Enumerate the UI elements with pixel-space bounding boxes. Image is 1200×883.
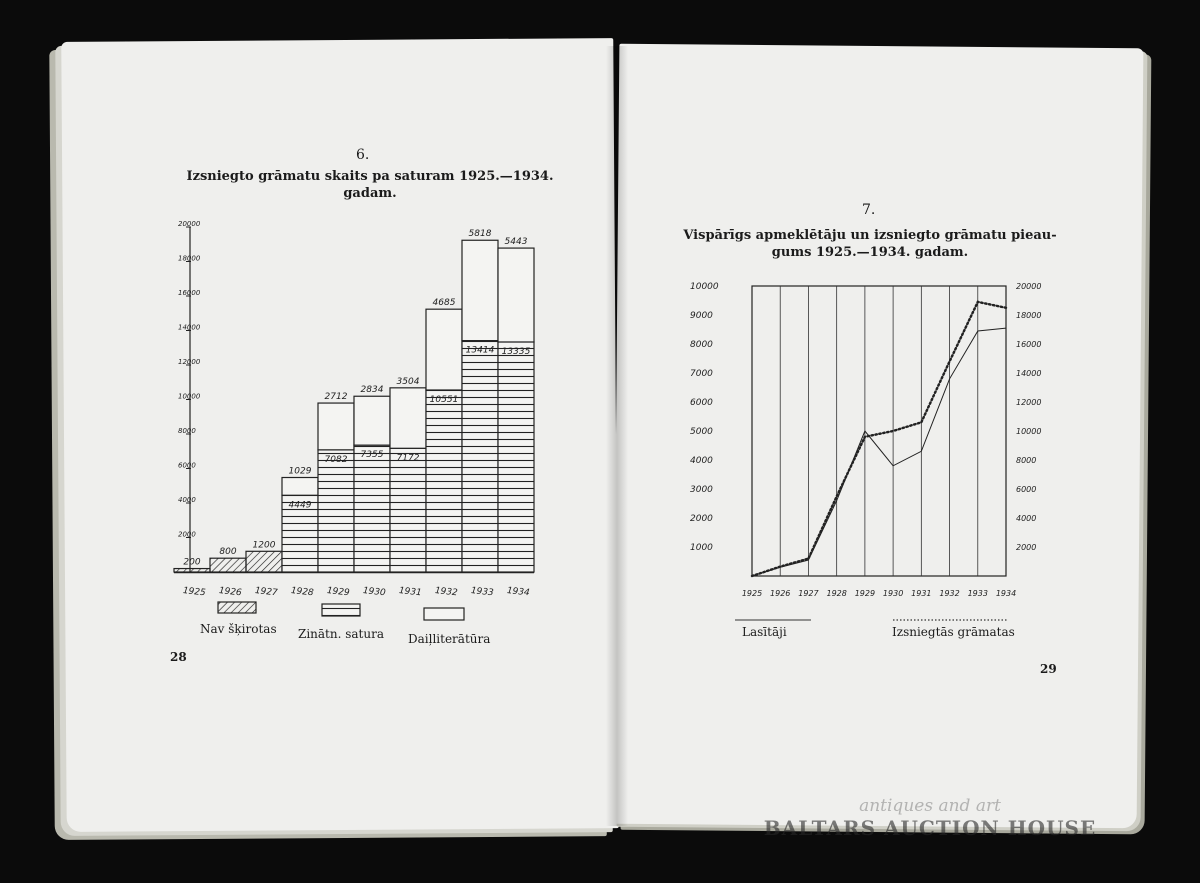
bar-value-label: 5818 [468, 229, 492, 240]
left-title-line2: gadam. [343, 186, 397, 201]
bar-segment [390, 448, 426, 572]
bar-segment [390, 388, 426, 448]
line-right-tick-label: 14000 [1016, 369, 1042, 378]
bar-y-tick-label: 18000 [178, 254, 201, 263]
bar-value-label: 800 [219, 547, 237, 558]
legend-swatch-empty [424, 608, 464, 620]
bar-segment [282, 478, 318, 496]
line-chart [690, 276, 1090, 616]
line-x-tick-label: 1931 [911, 589, 932, 598]
right-title-line1: Vispārīgs apmeklētāju un izsniegto grāmatu pieau- [683, 228, 1057, 243]
bar-value-label: 2834 [360, 385, 384, 396]
bar-segment [462, 341, 498, 572]
line-x-tick-label: 1934 [995, 589, 1017, 598]
bar-x-tick-label: 1933 [470, 586, 495, 599]
bar-x-tick-label: 1926 [218, 586, 243, 599]
legend-label-zinatn-satura: Zinātn. satura [298, 627, 384, 641]
watermark-line2: BALTARS AUCTION HOUSE [763, 816, 1097, 840]
bar-x-tick-label: 1931 [398, 586, 423, 599]
line-right-tick-label: 12000 [1016, 398, 1042, 407]
bar-chart [168, 205, 548, 625]
left-title-line1: Izsniegto grāmatu skaits pa saturam 1925.—1934. [186, 169, 554, 184]
line-x-tick-label: 1927 [798, 589, 819, 598]
bar-value-label: 3504 [396, 376, 420, 387]
legend-label-lasitaji: Lasītāji [742, 625, 787, 639]
bar-x-tick-label: 1932 [434, 586, 459, 599]
bar-segment [246, 551, 282, 572]
right-figure-title [680, 227, 1060, 261]
line-right-tick-label: 4000 [1016, 514, 1037, 523]
bar-segment [354, 396, 390, 445]
bar-value-label: 2712 [324, 392, 348, 403]
bar-segment [354, 445, 390, 572]
bar-y-tick-label: 2000 [178, 530, 196, 539]
bar-value-label: 7355 [360, 450, 384, 461]
line-x-tick-label: 1928 [826, 589, 847, 598]
watermark-line1: antiques and art [859, 796, 1001, 816]
legend-swatch-lined [322, 604, 360, 616]
line-x-tick-label: 1932 [939, 589, 960, 598]
line-left-tick-label: 6000 [690, 398, 713, 408]
bar-x-tick-label: 1930 [362, 586, 387, 599]
line-left-tick-label: 5000 [690, 427, 713, 437]
line-series-izsniegtas-gramatas [752, 302, 1006, 576]
line-left-tick-label: 3000 [690, 485, 713, 495]
left-page-number: 28 [170, 650, 187, 664]
bar-value-label: 13414 [465, 345, 495, 356]
line-right-tick-label: 2000 [1016, 543, 1037, 552]
bar-y-tick-label: 4000 [178, 496, 196, 504]
bar-segment [498, 342, 534, 572]
line-left-tick-label: 9000 [690, 311, 713, 321]
line-right-tick-label: 10000 [1016, 427, 1042, 436]
left-figure-number: 6. [356, 147, 370, 163]
bar-value-label: 200 [183, 557, 201, 568]
line-left-tick-label: 4000 [690, 456, 713, 466]
bar-value-label: 1029 [288, 466, 312, 477]
bar-value-label: 4685 [432, 298, 456, 309]
line-right-tick-label: 20000 [1016, 282, 1042, 291]
line-left-tick-label: 1000 [690, 543, 713, 553]
bar-y-tick-label: 6000 [178, 461, 196, 470]
book-gutter [606, 46, 628, 826]
line-x-tick-label: 1929 [854, 589, 876, 598]
bar-x-tick-label: 1928 [290, 586, 315, 599]
line-right-tick-label: 8000 [1016, 456, 1037, 465]
legend-label-dailliteratura: Daiļliterātūra [408, 632, 491, 646]
legend-label-nav-skirotas: Nav šķirotas [200, 622, 277, 636]
bar-segment [318, 450, 354, 572]
bar-x-tick-label: 1927 [254, 586, 279, 599]
line-x-tick-label: 1930 [882, 589, 904, 598]
right-page-number: 29 [1040, 662, 1057, 676]
line-series-lasitaji [752, 328, 1006, 576]
line-right-tick-label: 6000 [1016, 485, 1037, 494]
left-figure-title [180, 168, 560, 202]
bar-x-tick-label: 1934 [506, 586, 531, 599]
line-right-tick-label: 18000 [1016, 311, 1042, 320]
line-x-tick-label: 1925 [741, 589, 763, 598]
bar-x-tick-label: 1925 [182, 586, 207, 599]
line-left-tick-label: 7000 [690, 369, 713, 379]
bar-value-label: 4449 [288, 500, 312, 511]
bar-x-tick-label: 1929 [326, 586, 351, 599]
line-left-tick-label: 2000 [690, 514, 713, 524]
line-left-tick-label: 10000 [690, 282, 719, 292]
bar-y-tick-label: 12000 [178, 358, 201, 366]
bar-y-tick-label: 8000 [178, 427, 196, 435]
bar-segment [462, 240, 498, 340]
legend-label-izsniegtas-gramatas: Izsniegtās grāmatas [892, 625, 1015, 639]
bar-value-label: 5443 [504, 237, 528, 248]
bar-y-tick-label: 14000 [178, 323, 201, 332]
legend-swatch-hatched [218, 602, 256, 613]
right-figure-number: 7. [862, 202, 876, 218]
line-x-tick-label: 1926 [770, 589, 791, 598]
bar-segment [426, 309, 462, 390]
bar-segment [174, 569, 210, 572]
bar-y-tick-label: 10000 [178, 392, 201, 401]
bar-value-label: 7172 [396, 453, 420, 464]
auction-watermark [720, 796, 1140, 840]
bar-y-tick-label: 16000 [178, 289, 201, 297]
bar-segment [210, 558, 246, 572]
bar-segment [426, 390, 462, 572]
bar-y-tick-label: 20000 [178, 220, 201, 228]
line-left-tick-label: 8000 [690, 340, 713, 350]
bar-segment [318, 403, 354, 450]
line-x-tick-label: 1933 [967, 589, 988, 598]
bar-value-label: 10551 [429, 394, 459, 405]
line-plot-frame [752, 286, 1006, 576]
bar-legend-swatches [210, 598, 510, 622]
line-right-tick-label: 16000 [1016, 340, 1042, 349]
bar-value-label: 13335 [501, 346, 531, 357]
right-title-line2: gums 1925.—1934. gadam. [771, 245, 969, 260]
bar-value-label: 7082 [324, 454, 348, 465]
bar-value-label: 1200 [252, 540, 276, 551]
bar-segment [498, 248, 534, 342]
